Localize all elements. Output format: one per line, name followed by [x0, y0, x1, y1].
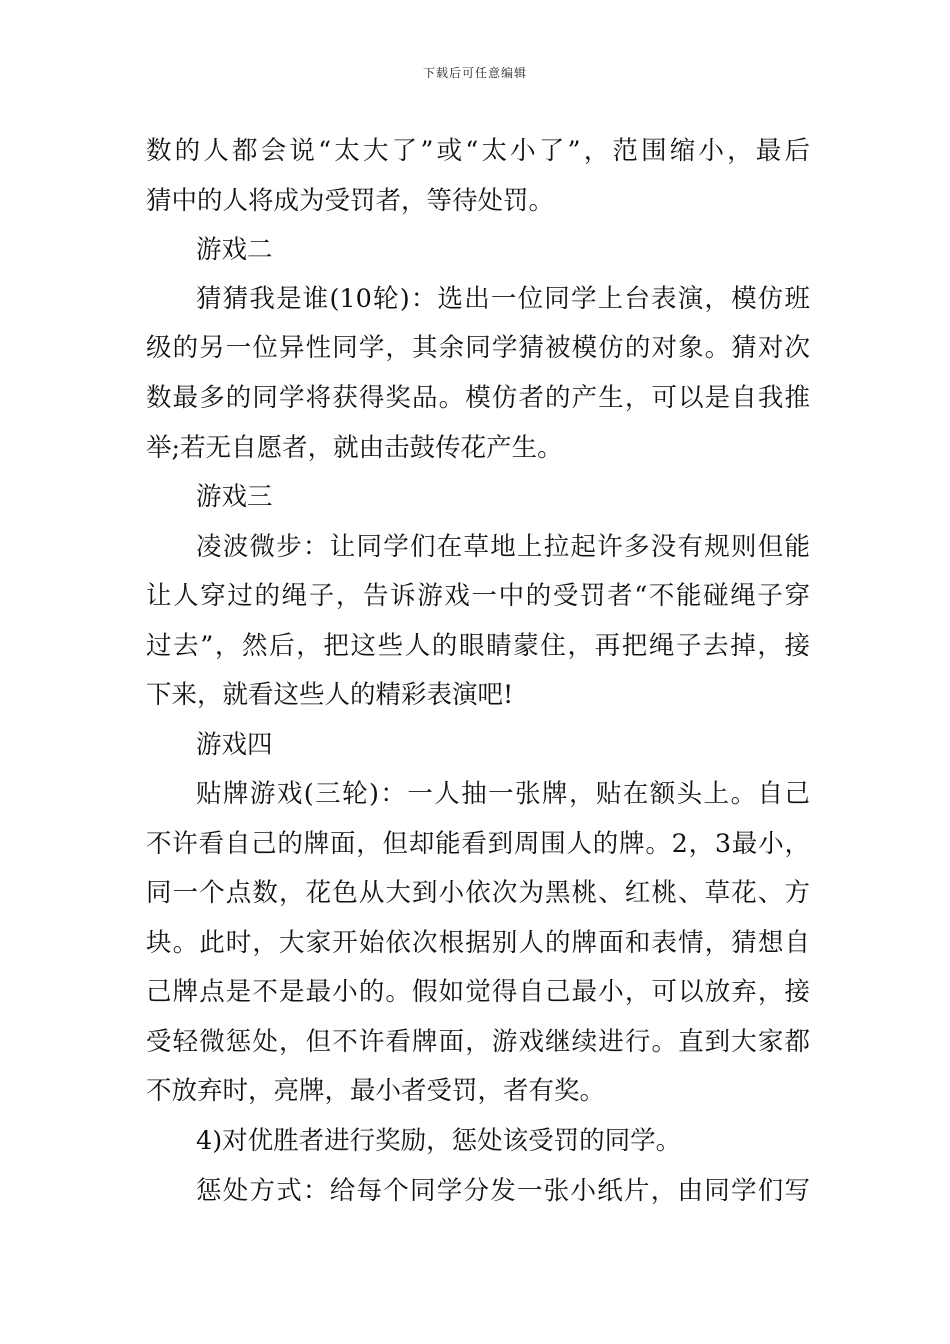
text-line-15: 不许看自己的牌面，但却能看到周围人的牌。2，3最小， [146, 829, 810, 859]
text-line-16: 同一个点数，花色从大到小依次为黑桃、红桃、草花、方 [146, 878, 810, 908]
text-line-2: 猜中的人将成为受罚者，等待处罚。 [146, 186, 555, 216]
text-line-6: 数最多的同学将获得奖品。模仿者的产生，可以是自我推 [146, 383, 810, 413]
text-line-19: 受轻微惩处，但不许看牌面，游戏继续进行。直到大家都 [146, 1027, 810, 1057]
text-line-4: 猜猜我是谁(10轮)：选出一位同学上台表演，模仿班 [196, 284, 810, 314]
text-line-18: 己牌点是不是最小的。假如觉得自己最小，可以放弃，接 [146, 977, 810, 1007]
text-line-20: 不放弃时，亮牌，最小者受罚，者有奖。 [146, 1076, 606, 1106]
text-line-10: 让人穿过的绳子，告诉游戏一中的受罚者“不能碰绳子穿 [146, 581, 810, 611]
section-heading-game-4: 游戏四 [196, 730, 273, 760]
text-line-17: 块。此时，大家开始依次根据别人的牌面和表情，猜想自 [146, 928, 810, 958]
text-line-1: 数的人都会说“太大了”或“太小了”，范围缩小，最后 [146, 136, 810, 166]
text-line-5: 级的另一位异性同学，其余同学猜被模仿的对象。猜对次 [146, 333, 810, 363]
text-line-14: 贴牌游戏(三轮)：一人抽一张牌，贴在额头上。自己 [196, 779, 810, 809]
text-line-11: 过去”，然后，把这些人的眼睛蒙住，再把绳子去掉，接 [146, 631, 810, 661]
text-line-9: 凌波微步：让同学们在草地上拉起许多没有规则但能 [196, 532, 810, 562]
text-line-12: 下来，就看这些人的精彩表演吧! [146, 680, 514, 710]
text-line-7: 举;若无自愿者，就由击鼓传花产生。 [146, 433, 563, 463]
text-line-21: 4)对优胜者进行奖励，惩处该受罚的同学。 [196, 1126, 682, 1156]
section-heading-game-2: 游戏二 [196, 235, 273, 265]
page-header: 下载后可任意编辑 [422, 66, 527, 80]
text-line-22: 惩处方式：给每个同学分发一张小纸片，由同学们写 [196, 1176, 810, 1206]
section-heading-game-3: 游戏三 [196, 482, 273, 512]
